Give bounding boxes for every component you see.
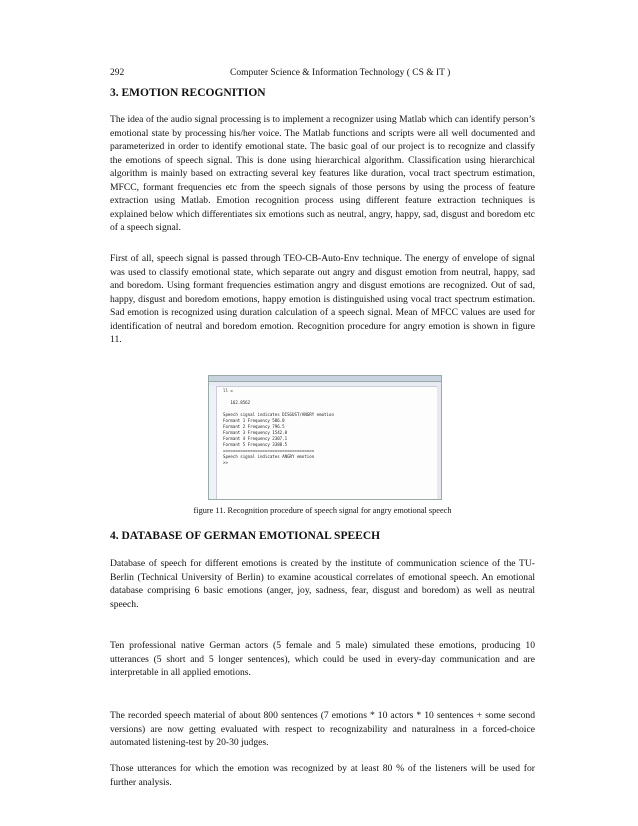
console-line: 162.8562: [223, 400, 251, 405]
console-scrollbar: [437, 386, 441, 499]
console-line: ll =: [223, 388, 233, 393]
section-3-paragraph-1: The idea of the audio signal processing is to implement a recognizer using Matlab which can identify person’s emotional state by processing his/her voice. The Matlab functions and scripts were all well documented and parameterized in order to identify emotional state. The basic goal of our project is to recognize and classify the emotions of speech signal. This is done using hierarchical algorithm. Classification using hierarchical algorithm is mainly based on extracting several key features like duration, vocal tract spectrum estimation, MFCC, formant frequencies etc from the speech signals of those persons by using the process of feature extraction using Matlab. Emotion recognition process using different feature extraction techniques is explained below which differentiates six emotions such as neutral, angry, happy, sad, disgust and boredom etc of a speech signal.: [110, 114, 535, 234]
section-4-paragraph-1: Database of speech for different emotions is created by the institute of communication science of the TU-Berlin (Technical University of Berlin) to examine acoustical correlates of emotional speech. An emotional database comprising 6 basic emotions (anger, joy, sadness, fear, disgust and boredom) as well as neutral speech.: [110, 558, 535, 610]
section-4-heading: 4. DATABASE OF GERMAN EMOTIONAL SPEECH: [110, 530, 381, 542]
console-line: Formant 5 Frequency 3388.5: [223, 442, 288, 447]
console-line: =====================================: [223, 448, 315, 453]
console-line: Formant 2 Frequency 796.5: [223, 424, 285, 429]
page-number: 292: [110, 68, 125, 78]
section-3-paragraph-2: First of all, speech signal is passed through TEO-CB-Auto-Env technique. The energy of envelope of signal was used to classify emotional state, which separate out angry and disgust emotion from neutral, happy, sad and boredom. Using formant frequencies estimation angry and disgust emotions are recognized. Out of sad, happy, disgust and boredom emotions, happy emotion is distinguished using vocal tract spectrum estimation. Sad emotion is recognized using duration calculation of a speech signal. Mean of MFCC values are used for identification of neutral and boredom emotion. Recognition procedure for angry emotion is shown in figure 11.: [110, 253, 535, 346]
paper-page: [110, 66, 535, 788]
console-line: Speech signal indicates ANGRY emotion: [223, 454, 315, 459]
window-menubar: [209, 382, 441, 387]
running-title: Computer Science & Information Technology ( CS & IT ): [230, 68, 451, 78]
window-sidebar: [209, 386, 217, 499]
section-4-paragraph-3: The recorded speech material of about 800 sentences (7 emotions * 10 actors * 10 sentences + some second versions) are now getting evaluated with respect to recognizability and naturalness in a forced-choice automated listening-test by 20-30 judges.: [110, 710, 535, 749]
matlab-console-output: [223, 388, 437, 466]
console-line: Formant 1 Frequency 586.0: [223, 418, 285, 423]
page-header: [110, 66, 535, 80]
figure-11-matlab-screenshot: [208, 375, 442, 500]
section-4-paragraph-2: Ten professional native German actors (5 female and 5 male) simulated these emotions, producing 10 utterances (5 short and 5 longer sentences), which could be used in every-day communication and are interpretable in all applied emotions.: [110, 640, 535, 679]
section-3-heading: 3. EMOTION RECOGNITION: [110, 87, 266, 99]
console-line: Formant 4 Frequency 2307.1: [223, 436, 288, 441]
console-line: Speech signal indicates DISGUST/ANGRY emotion: [223, 412, 334, 417]
console-line: >>: [223, 460, 228, 465]
console-line: Formant 3 Frequency 1542.0: [223, 430, 288, 435]
figure-11-caption: figure 11. Recognition procedure of speech signal for angry emotional speech: [193, 506, 452, 515]
section-4-paragraph-4: Those utterances for which the emotion was recognized by at least 80 % of the listeners will be used for further analysis.: [110, 763, 535, 788]
